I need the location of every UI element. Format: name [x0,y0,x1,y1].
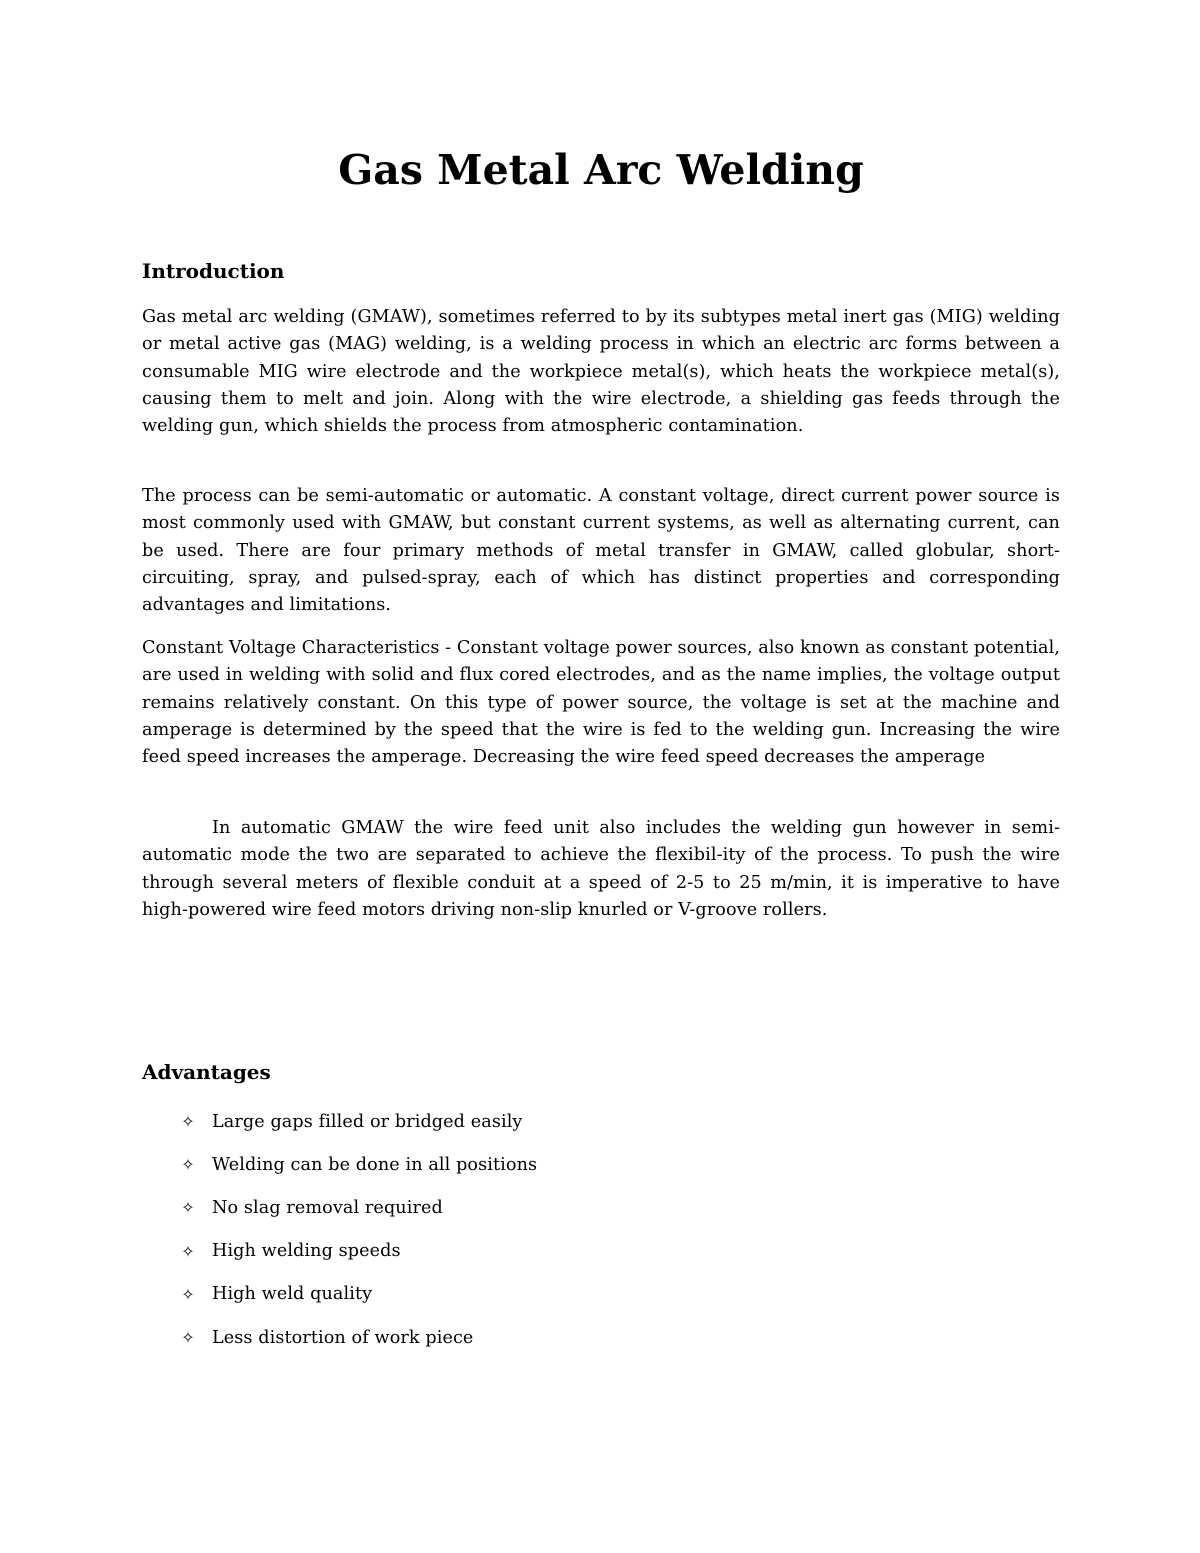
introduction-heading: Introduction [142,259,285,283]
advantages-heading: Advantages [142,1060,271,1084]
advantage-text: Welding can be done in all positions [212,1154,538,1175]
four-point-star-icon: ✧ [181,1241,195,1261]
advantage-text: No slag removal required [212,1197,443,1218]
four-point-star-icon: ✧ [181,1198,195,1218]
advantage-text: Less distortion of work piece [212,1327,474,1348]
four-point-star-icon: ✧ [181,1284,195,1304]
four-point-star-icon: ✧ [181,1155,195,1175]
advantage-text: High welding speeds [212,1241,401,1262]
intro-paragraph-3: Constant Voltage Characteristics - Constant voltage power sources, also known as constant potential, are used in welding with solid and flux cored electrodes, and as the name implies, the voltage output remains relatively constant. On this type of power source, the voltage is set at the machine and amperage is determined by the speed that the wire is fed to the welding gun. Increasing the wire feed speed increases the amperage. Decreasing the wire feed speed decreases the amperage [142,638,1060,768]
advantages-list [178,1100,537,1359]
four-point-star-icon: ✧ [181,1328,195,1348]
document-title: Gas Metal Arc Welding [338,146,864,194]
advantage-text: High weld quality [212,1284,373,1305]
list-item [178,1316,537,1359]
advantage-text: Large gaps filled or bridged easily [212,1111,523,1132]
list-item [178,1273,537,1316]
intro-paragraph-1: Gas metal arc welding (GMAW), sometimes referred to by its subtypes metal inert gas (MIG) welding or metal active gas (MAG) welding, is a welding process in which an electric arc forms between a consumable MIG wire electrode and the workpiece metal(s), which heats the workpiece metal(s), causing them to melt and join. Along with the wire electrode, a shielding gas feeds through the welding gun, which shields the process from atmospheric contamination. [142,307,1060,437]
list-item [178,1230,537,1273]
list-item [178,1100,537,1143]
intro-paragraph-2: The process can be semi-automatic or automatic. A constant voltage, direct current power source is most commonly used with GMAW, but constant current systems, as well as alternating current, can be used. There are four primary methods of metal transfer in GMAW, called globular, short-circuiting, spray, and pulsed-spray, each of which has distinct properties and corresponding advantages and limitations. [142,486,1060,616]
list-item [178,1143,537,1186]
four-point-star-icon: ✧ [181,1112,195,1132]
intro-paragraph-4: In automatic GMAW the wire feed unit also includes the welding gun however in semi-automatic mode the two are separated to achieve the flexibil-ity of the process. To push the wire through several meters of flexible conduit at a speed of 2-5 to 25 m/min, it is imperative to have high-powered wire feed motors driving non-slip knurled or V-groove rollers. [142,818,1060,920]
list-item [178,1186,537,1229]
